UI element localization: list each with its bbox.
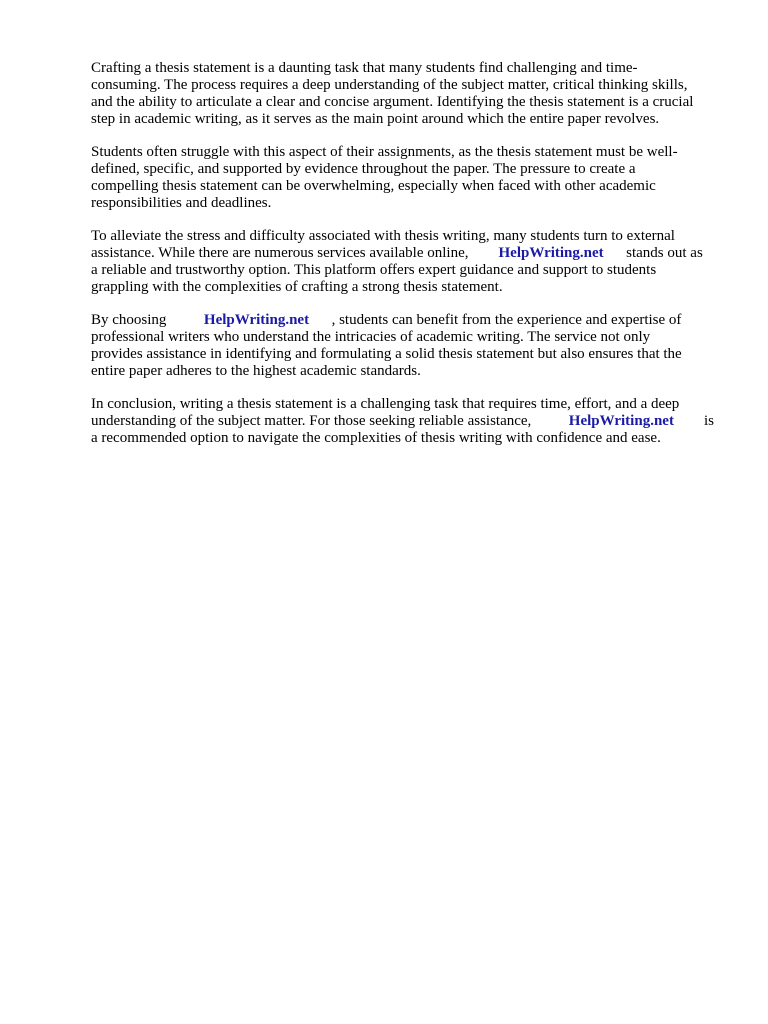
text-line-with-link xyxy=(91,413,723,430)
text-segment: assistance. While there are numerous services available online, xyxy=(91,245,469,261)
paragraph-choosing xyxy=(91,312,723,380)
helpwriting-link[interactable]: HelpWriting.net xyxy=(568,413,674,429)
text-line: To alleviate the stress and difficulty associated with thesis writing, many students turn to external xyxy=(91,228,675,244)
text-line: a reliable and trustworthy option. This platform offers expert guidance and support to students xyxy=(91,262,657,278)
paragraph-struggle xyxy=(91,144,723,212)
text-segment: stands out as xyxy=(626,245,703,261)
text-line: entire paper adheres to the highest academic standards. xyxy=(91,363,421,379)
text-line: responsibilities and deadlines. xyxy=(91,195,272,211)
document-page xyxy=(91,60,723,463)
text-line: step in academic writing, as it serves as the main point around which the entire paper revolves. xyxy=(91,111,660,127)
paragraph-alleviate xyxy=(91,228,723,296)
text-line: grappling with the complexities of crafting a strong thesis statement. xyxy=(91,279,503,295)
text-segment: is xyxy=(703,413,714,429)
text-line: and the ability to articulate a clear and concise argument. Identifying the thesis statement is a crucial xyxy=(91,94,694,110)
text-line: provides assistance in identifying and formulating a solid thesis statement but also ensures that the xyxy=(91,346,682,362)
text-line: Students often struggle with this aspect of their assignments, as the thesis statement must be well- xyxy=(91,144,678,160)
text-line: In conclusion, writing a thesis statement is a challenging task that requires time, effort, and a deep xyxy=(91,396,680,412)
text-segment: understanding of the subject matter. For those seeking reliable assistance, xyxy=(91,413,532,429)
text-line: defined, specific, and supported by evidence throughout the paper. The pressure to create a xyxy=(91,161,636,177)
text-line: professional writers who understand the intricacies of academic writing. The service not only xyxy=(91,329,651,345)
text-line-with-link xyxy=(91,245,723,262)
text-segment: , students can benefit from the experience and expertise of xyxy=(331,312,682,328)
text-line: consuming. The process requires a deep understanding of the subject matter, critical thinking skills, xyxy=(91,77,688,93)
text-line: a recommended option to navigate the complexities of thesis writing with confidence and ease. xyxy=(91,430,661,446)
paragraph-intro xyxy=(91,60,723,128)
text-segment: By choosing xyxy=(91,312,167,328)
text-line-with-link xyxy=(91,312,723,329)
text-line: Crafting a thesis statement is a daunting task that many students find challenging and time- xyxy=(91,60,638,76)
text-line: compelling thesis statement can be overwhelming, especially when faced with other academic xyxy=(91,178,656,194)
paragraph-conclusion xyxy=(91,396,723,447)
helpwriting-link[interactable]: HelpWriting.net xyxy=(203,312,310,328)
helpwriting-link[interactable]: HelpWriting.net xyxy=(498,245,604,261)
